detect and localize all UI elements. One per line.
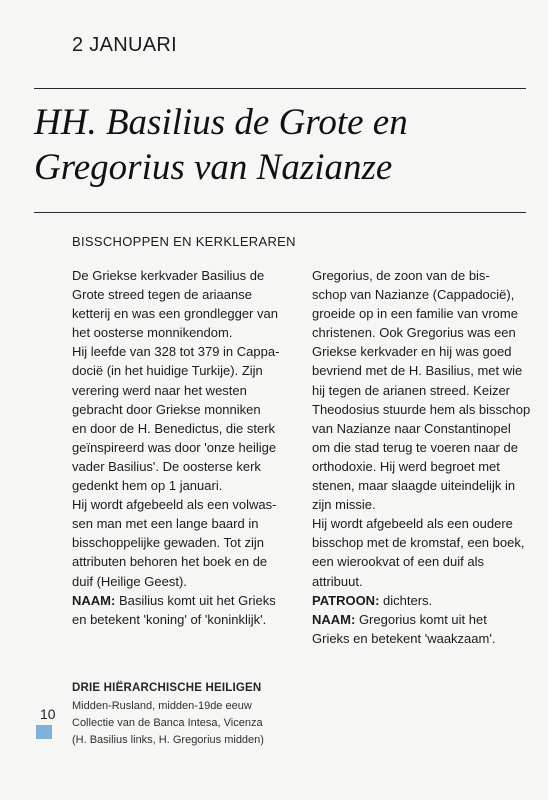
- body-line: christenen. Ook Gregorius was een: [312, 325, 516, 341]
- naam-gregorius: [312, 610, 536, 629]
- page-number: 10: [40, 706, 56, 722]
- body-line: De Griekse kerkvader Basilius de: [72, 268, 265, 283]
- body-line: geïnspireerd was door 'onze heilige: [72, 439, 277, 455]
- body-line: attributen behoren het boek en de: [72, 554, 268, 570]
- body-line: zijn missie.: [312, 497, 376, 513]
- body-line: verering werd naar het westen: [72, 382, 247, 398]
- body-line: Gregorius, de zoon van de bis-: [312, 268, 490, 283]
- body-line: Hij leefde van 328 tot 379 in Cappa-: [72, 344, 280, 360]
- body-line: Hij wordt afgebeeld als een volwas-: [72, 497, 277, 513]
- right-column: [312, 266, 536, 648]
- patroon-label: PATROON:: [312, 592, 380, 608]
- body-line: bisschoppelijke gewaden. Tot zijn: [72, 535, 264, 551]
- patroon-line: [312, 591, 536, 610]
- body-line: sen man met een lange baard in: [72, 516, 259, 532]
- body-line: gebracht door Griekse monniken: [72, 401, 261, 417]
- title-line-2: Gregorius van Nazianze: [34, 147, 393, 188]
- page-marker: [36, 725, 52, 739]
- body-line: een wierookvat of een duif als: [312, 554, 484, 570]
- caption-line: Collectie van de Banca Intesa, Vicenza: [72, 717, 263, 729]
- naam-label: NAAM:: [312, 611, 356, 627]
- body-line: bevriend met de H. Basilius, met wie: [312, 363, 523, 379]
- naam-text: Gregorius komt uit het: [355, 611, 487, 627]
- bottom-divider: [34, 212, 526, 213]
- body-line: docië (in het huidige Turkije). Zijn: [72, 363, 263, 379]
- body-line: groeide op in een familie van vrome: [312, 306, 518, 322]
- body-line: schop van Nazianze (Cappadocië),: [312, 287, 515, 303]
- body-line: Theodosius stuurde hem als bisschop: [312, 401, 531, 417]
- body-line: van Nazianze naar Constantinopel: [312, 420, 511, 436]
- body-line: orthodoxie. Hij werd begroet met: [312, 458, 500, 474]
- page-date: 2 JANUARI: [72, 34, 177, 56]
- caption-line: (H. Basilius links, H. Gregorius midden): [72, 734, 264, 746]
- body-line: Hij wordt afgebeeld als een oudere: [312, 516, 513, 532]
- body-line: stenen, maar slaagde uiteindelijk in: [312, 478, 516, 494]
- body-line: en door de H. Benedictus, die sterk: [72, 420, 276, 436]
- body-line: bisschop met de kromstaf, een boek,: [312, 535, 525, 551]
- body-line: het oosterse monnikendom.: [72, 325, 233, 341]
- top-divider: [34, 88, 526, 89]
- page-title: [34, 100, 534, 190]
- body-line: Grote streed tegen de ariaanse: [72, 287, 252, 303]
- left-column: [72, 266, 304, 629]
- body-line: ketterij en was een grondlegger van: [72, 306, 278, 322]
- patroon-text: dichters.: [379, 592, 433, 608]
- body-line: en betekent 'koning' of 'koninklijk'.: [72, 611, 267, 627]
- naam-basilius: [72, 591, 304, 610]
- body-line: attribuut.: [312, 573, 363, 589]
- caption-title: DRIE HIËRARCHISCHE HEILIGEN: [72, 682, 262, 694]
- body-line: hij tegen de arianen streed. Keizer: [312, 382, 511, 398]
- category-heading: BISSCHOPPEN EN KERKLERAREN: [72, 234, 296, 249]
- body-line: Griekse kerkvader en hij was goed: [312, 344, 512, 360]
- title-line-1: HH. Basilius de Grote en: [34, 102, 408, 143]
- body-line: vader Basilius'. De oosterse kerk: [72, 458, 261, 474]
- naam-text: Basilius komt uit het Grieks: [115, 592, 276, 608]
- caption-line: Midden-Rusland, midden-19de eeuw: [72, 700, 252, 712]
- body-line: om die stad terug te voeren naar de: [312, 439, 518, 455]
- body-line: duif (Heilige Geest).: [72, 573, 187, 589]
- body-line: Grieks en betekent 'waakzaam'.: [312, 630, 496, 646]
- body-line: gedenkt hem op 1 januari.: [72, 478, 223, 494]
- image-caption: [72, 698, 264, 749]
- naam-label: NAAM:: [72, 592, 116, 608]
